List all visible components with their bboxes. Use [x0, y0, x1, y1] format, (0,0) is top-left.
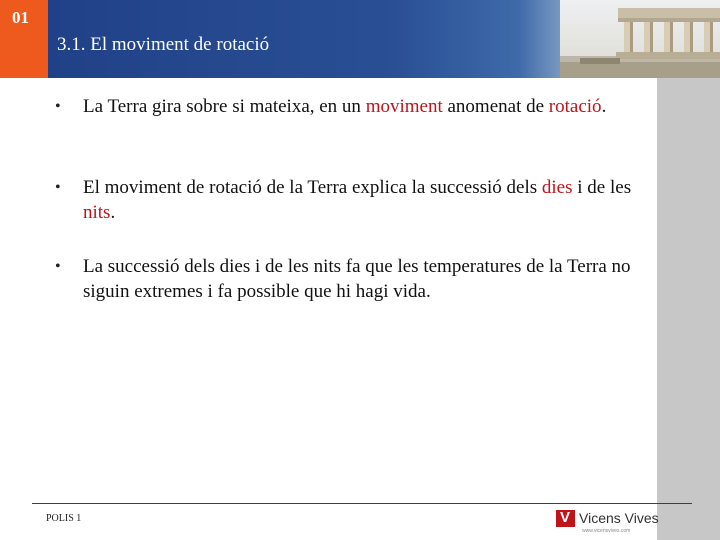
slide-header	[0, 0, 720, 78]
highlight-term: dies	[541, 177, 573, 198]
bullet-text-part: La successió dels dies i de les nits fa que les temperatures de la Terra no siguin extremes i fa possible que hi hagi vida.	[83, 256, 631, 302]
highlight-term: moviment	[365, 96, 443, 117]
bullet-text-part: .	[110, 202, 116, 223]
bullet-dot-icon: •	[55, 98, 61, 115]
logo-url: www.vicensvives.com	[582, 528, 631, 534]
highlight-term: nits	[83, 202, 111, 223]
bullet-text-part: El moviment de rotació de la Terra explica la successió dels	[83, 177, 542, 198]
slide-title: 3.1. El moviment de rotació	[57, 34, 270, 55]
temple-photo-icon	[560, 0, 720, 78]
footer-divider	[32, 503, 692, 504]
bullet-text-part: La Terra gira sobre si mateixa, en un	[83, 96, 366, 117]
highlight-term: rotació	[548, 96, 602, 117]
bullet-text	[55, 94, 650, 119]
vicens-vives-logo	[556, 508, 659, 534]
footer-course: POLIS 1	[46, 513, 82, 524]
logo-mark-icon: V	[556, 510, 575, 527]
slide-number: 01	[12, 8, 29, 27]
bullet-text	[55, 175, 650, 225]
logo-name: Vicens Vives	[579, 510, 659, 526]
bullet-item	[55, 254, 650, 304]
slide-number-box	[0, 0, 48, 78]
bullet-text-part: .	[601, 96, 607, 117]
right-sidebar	[657, 78, 720, 540]
bullet-text-part: anomenat de	[442, 96, 549, 117]
bullet-dot-icon: •	[55, 258, 61, 275]
bullet-item	[55, 94, 650, 119]
bullet-text	[55, 254, 650, 304]
bullet-dot-icon: •	[55, 179, 61, 196]
bullet-text-part: i de les	[572, 177, 632, 198]
bullet-item	[55, 175, 650, 225]
